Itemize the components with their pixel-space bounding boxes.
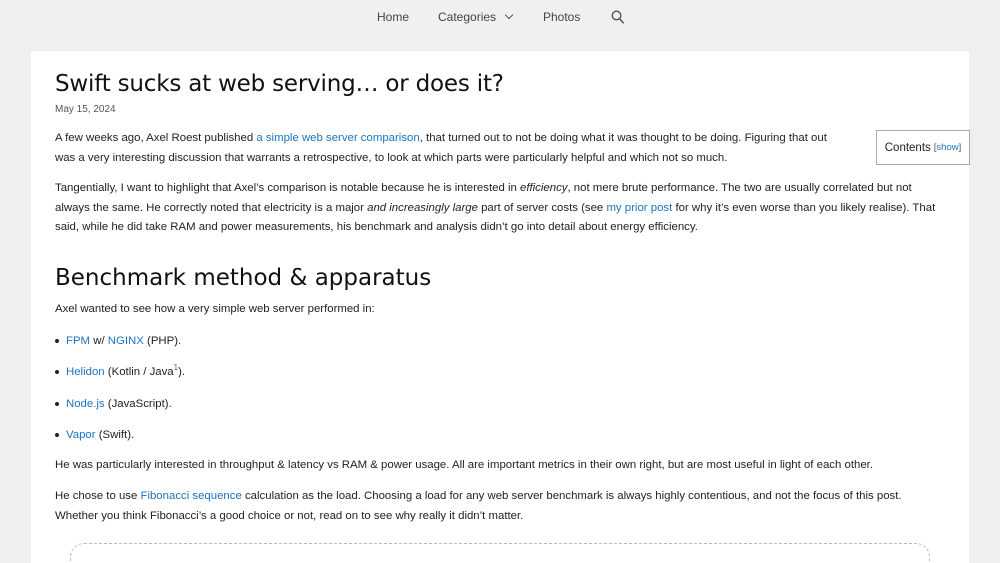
eff-text-d: for why it’s even worse than you likely realise). That said, while he did take RAM and power measurements, his benchmark and analysis didn’t go into detail about energy efficiency. bbox=[55, 201, 936, 233]
article-card bbox=[31, 51, 969, 563]
search-icon[interactable] bbox=[611, 10, 624, 24]
intro-text-a: A few weeks ago, Axel Roest published bbox=[55, 132, 257, 144]
eff-text-c: part of server costs (see bbox=[477, 201, 607, 214]
helidon-link[interactable]: Helidon bbox=[66, 366, 105, 378]
toc-label: Contents bbox=[884, 141, 931, 154]
nginx-link[interactable]: NGINX bbox=[107, 335, 144, 347]
toc-show-wrapper bbox=[934, 142, 961, 153]
code-block bbox=[70, 543, 930, 563]
fibonacci-link[interactable]: Fibonacci sequence bbox=[140, 490, 242, 502]
post-date: May 15, 2024 bbox=[55, 104, 116, 115]
list-text: (JavaScript). bbox=[104, 398, 172, 410]
intro-text-b: , that turned out to not be doing what it was thought to be doing. Figuring that out was a very interesting discussion that warrants a retrospective, to look at which parts were particularly helpful and which not so much. bbox=[55, 132, 827, 164]
toc-bracket-open: [ bbox=[933, 142, 937, 153]
eff-emphasis-2: and increasingly large bbox=[367, 201, 478, 214]
fpm-link[interactable]: FPM bbox=[66, 335, 91, 347]
toc-bracket-close: ] bbox=[958, 142, 962, 153]
list-text: (Swift). bbox=[95, 429, 135, 441]
nav-categories-label: Categories bbox=[438, 10, 497, 24]
vapor-link[interactable]: Vapor bbox=[66, 429, 96, 441]
footnote-link[interactable]: 1 bbox=[173, 363, 179, 373]
chevron-down-icon bbox=[505, 11, 513, 19]
list-item bbox=[66, 364, 185, 380]
toc-show-toggle[interactable]: show bbox=[936, 142, 959, 153]
eff-emphasis-1: efficiency bbox=[519, 182, 568, 194]
load-text-b: calculation as the load. Choosing a load for any web server benchmark is always highly contentious, and not the focus of this post. Whether you think Fibonacci’s a good choice or not, read on to see why really it didn’t matter. bbox=[55, 490, 902, 522]
intro-paragraph bbox=[55, 129, 835, 168]
list-text: (Kotlin / Java bbox=[104, 366, 174, 378]
list-text: ). bbox=[178, 366, 186, 378]
nav-categories-menu[interactable] bbox=[438, 10, 512, 24]
list-item bbox=[66, 396, 172, 412]
list-text: w/ bbox=[90, 335, 108, 347]
method-intro-paragraph: Axel wanted to see how a very simple web server performed in: bbox=[55, 303, 375, 315]
list-item bbox=[66, 333, 181, 349]
eff-text-b: , not mere brute performance. The two are usually correlated but not always the same. He correctly noted that electricity is a major bbox=[55, 182, 912, 214]
list-item bbox=[66, 427, 134, 443]
metrics-paragraph: He was particularly interested in throughput & latency vs RAM & power usage. All are important metrics in their own right, but are most useful in light of each other. bbox=[55, 459, 873, 471]
eff-text-a: Tangentially, I want to highlight that Axel’s comparison is notable because he is interested in bbox=[55, 182, 520, 194]
table-of-contents bbox=[876, 130, 970, 165]
server-comparison-link[interactable]: a simple web server comparison bbox=[256, 132, 420, 144]
efficiency-paragraph bbox=[55, 179, 945, 238]
nav-photos-link[interactable]: Photos bbox=[543, 10, 581, 24]
prior-post-link[interactable]: my prior post bbox=[606, 201, 673, 214]
load-text-a: He chose to use bbox=[55, 490, 141, 502]
list-text: (PHP). bbox=[143, 335, 182, 347]
section-heading: Benchmark method & apparatus bbox=[55, 265, 432, 291]
post-title: Swift sucks at web serving… or does it? bbox=[55, 71, 504, 97]
nav-home-link[interactable]: Home bbox=[377, 10, 410, 24]
top-navigation bbox=[0, 0, 1000, 35]
load-paragraph bbox=[55, 487, 945, 526]
nodejs-link[interactable]: Node.js bbox=[66, 398, 105, 410]
